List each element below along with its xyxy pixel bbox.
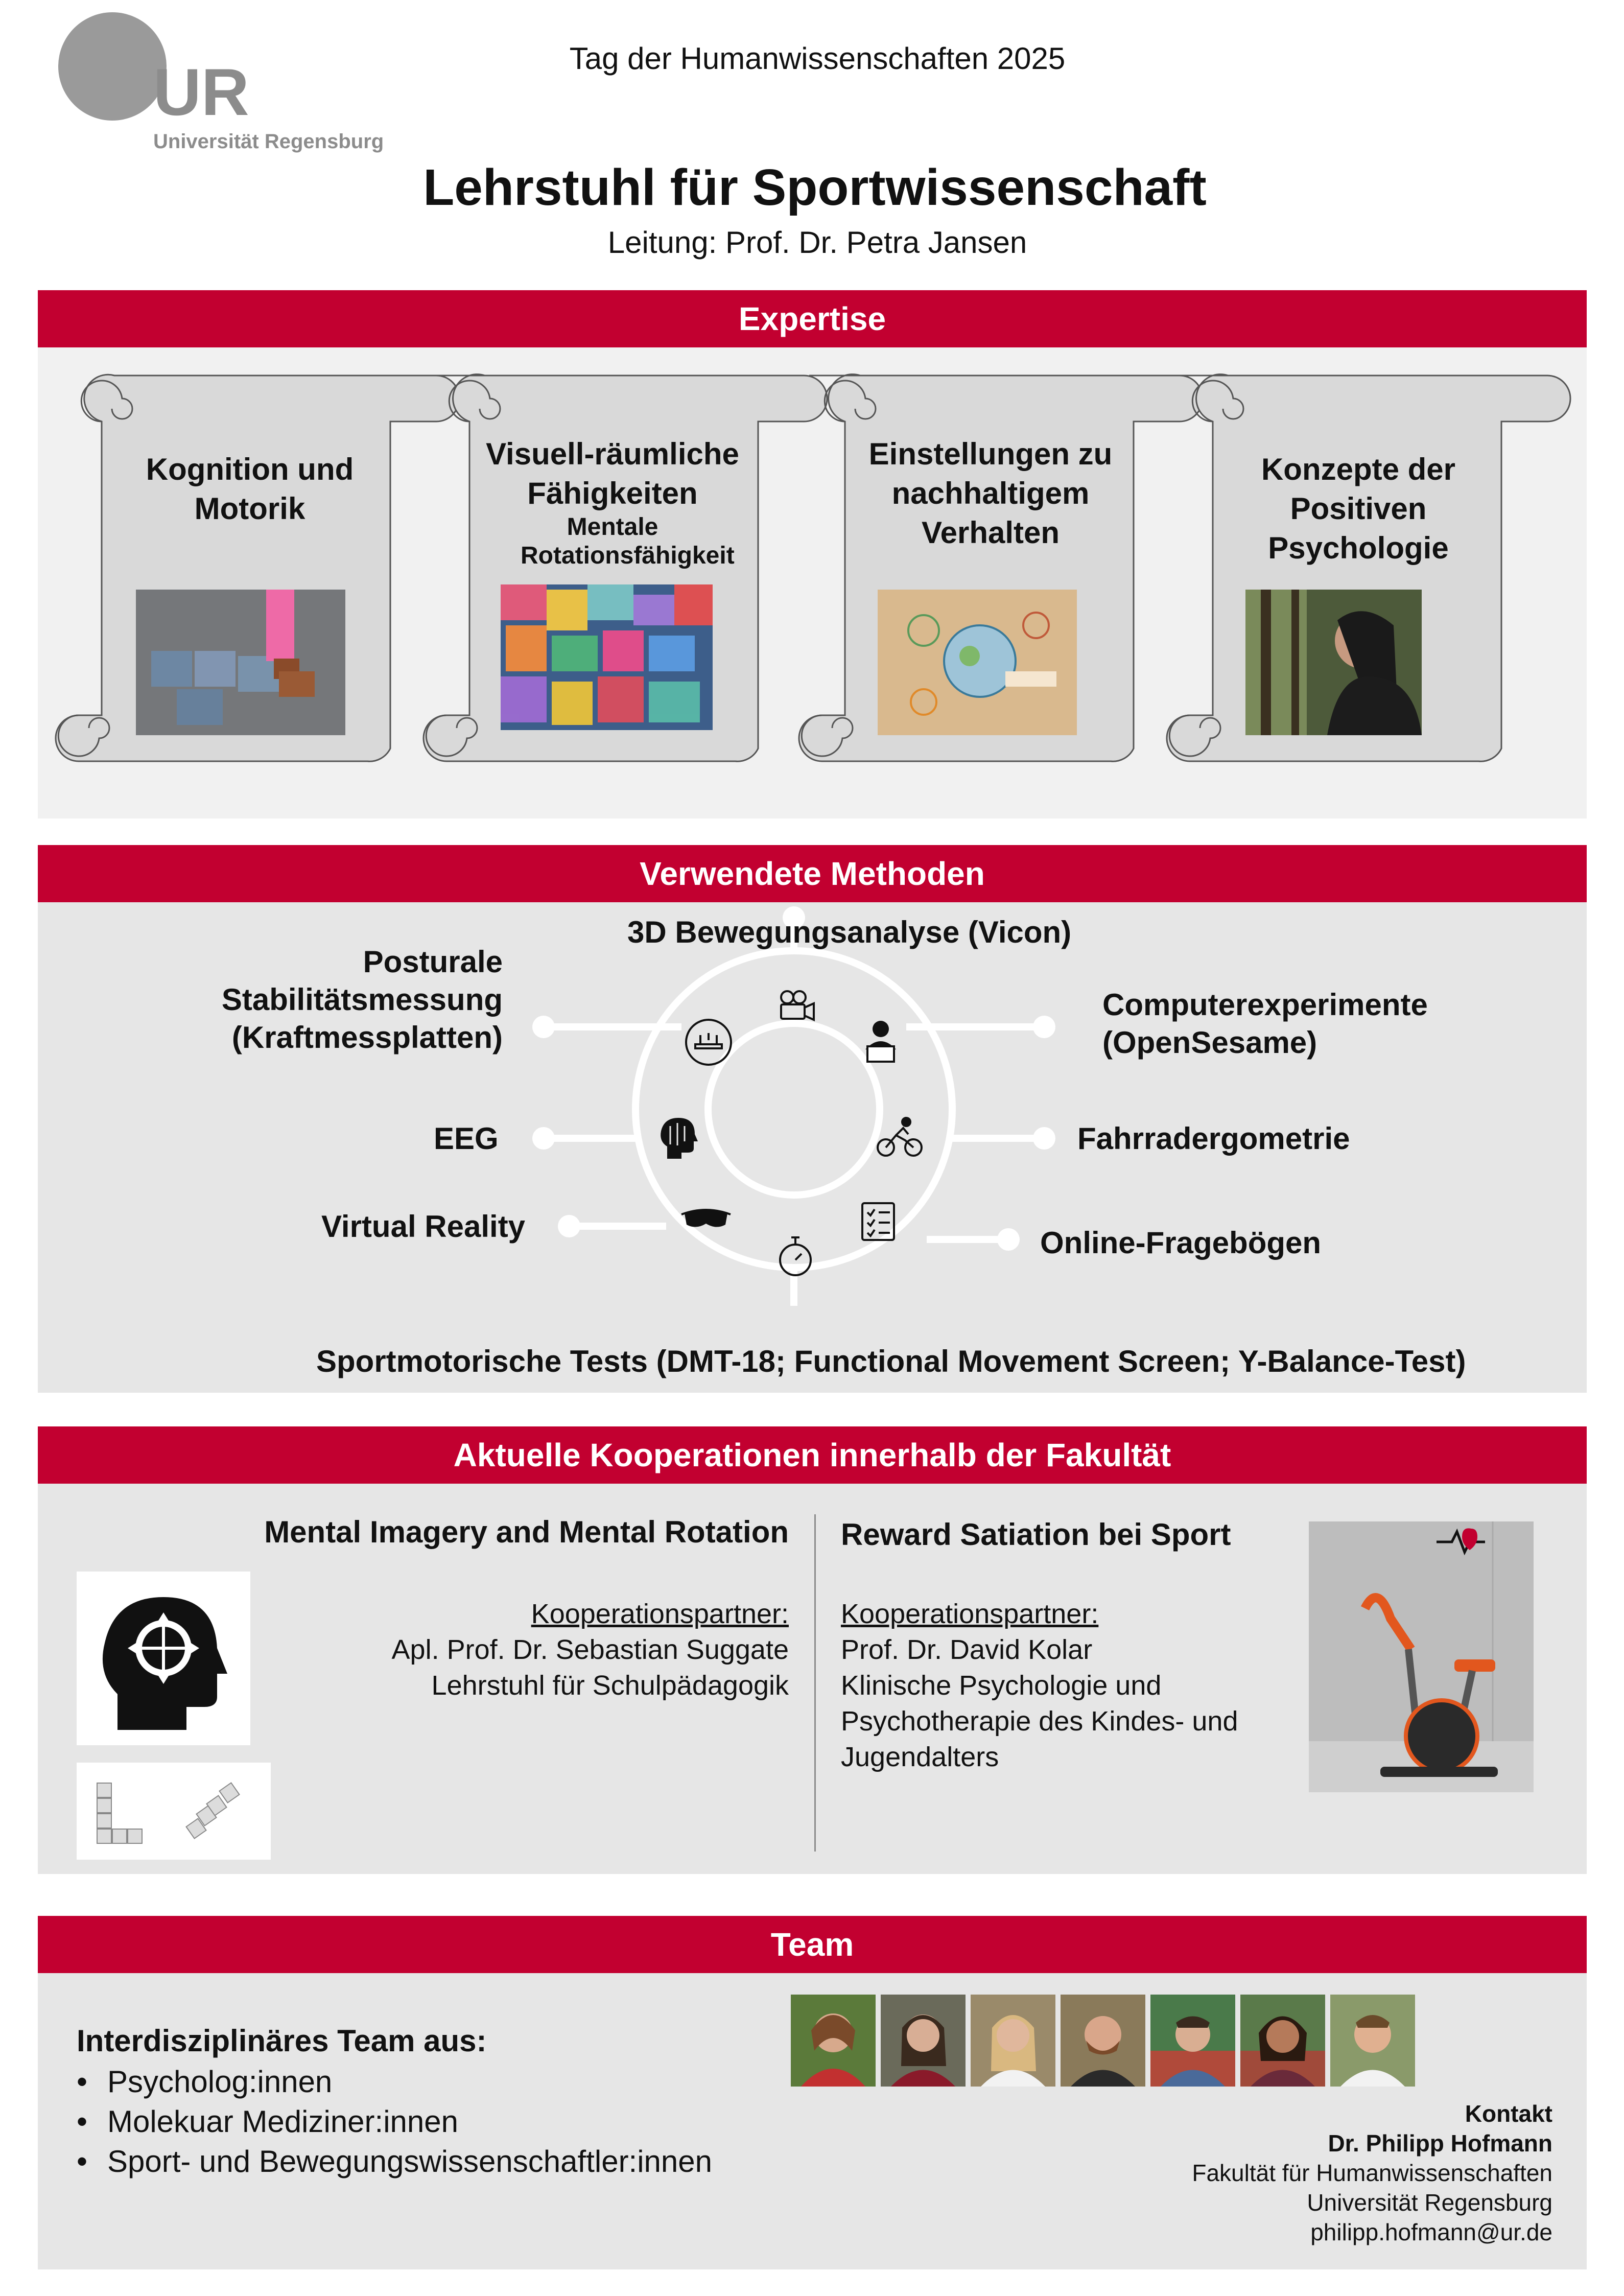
contact-email[interactable]: philipp.hofmann@ur.de xyxy=(1310,2219,1552,2245)
expertise-heading: Expertise xyxy=(38,290,1587,347)
method-posture: Posturale Stabilitätsmessung (Kraftmessplatten) xyxy=(221,945,503,1055)
team-intro: Interdisziplinäres Team aus: xyxy=(77,2024,487,2058)
team-photo xyxy=(1240,1995,1325,2087)
coop-right-partner-name: Prof. Dr. David Kolar xyxy=(841,1634,1093,1665)
logo-subtitle: Universität Regensburg xyxy=(153,130,384,153)
team-photo xyxy=(1150,1995,1235,2087)
method-vr: Virtual Reality xyxy=(321,1209,526,1244)
team-member-item: • Sport- und Bewegungswissenschaftler:innen xyxy=(77,2142,712,2182)
checklist-icon xyxy=(860,1201,896,1242)
expertise-item-3 xyxy=(853,434,1128,552)
hopscotch-photo xyxy=(136,590,345,735)
event-name: Tag der Humanwissenschaften 2025 xyxy=(569,41,1066,76)
methods-panel xyxy=(38,902,1587,1393)
method-vicon: 3D Bewegungsanalyse (Vicon) xyxy=(627,915,1072,949)
computer-user-icon xyxy=(860,1018,901,1064)
coop-left-partner xyxy=(293,1596,789,1703)
team-members-list xyxy=(77,2062,712,2182)
team-photo xyxy=(1330,1995,1415,2087)
team-photo xyxy=(881,1995,966,2087)
expertise-panel xyxy=(38,347,1587,818)
coop-left-title: Mental Imagery and Mental Rotation xyxy=(264,1515,789,1549)
team-member-item: • Psycholog:innen xyxy=(77,2062,712,2102)
page-title: Lehrstuhl für Sportwissenschaft xyxy=(423,159,1207,216)
camera-icon xyxy=(776,988,817,1024)
team-member-item: • Molekuar Mediziner:innen xyxy=(77,2102,712,2142)
meditation-photo xyxy=(1245,590,1422,735)
contact-faculty: Fakultät für Humanwissenschaften xyxy=(1192,2160,1552,2186)
team-photo xyxy=(791,1995,876,2087)
method-computer: Computerexperimente (OpenSesame) xyxy=(1102,988,1428,1060)
expertise-item-2 xyxy=(475,434,750,570)
cyclist-icon xyxy=(877,1116,923,1159)
methods-heading: Verwendete Methoden xyxy=(38,845,1587,902)
team-photo xyxy=(1061,1995,1145,2087)
coop-left-partner-unit: Lehrstuhl für Schulpädagogik xyxy=(431,1670,789,1701)
expertise-item-1 xyxy=(122,450,378,528)
coop-right-partner xyxy=(841,1596,1280,1775)
stopwatch-icon xyxy=(776,1234,815,1278)
team-photo xyxy=(971,1995,1055,2087)
coop-left-partner-name: Apl. Prof. Dr. Sebastian Suggate xyxy=(391,1634,789,1665)
contact-label: Kontakt xyxy=(1465,2100,1552,2127)
contact-name: Dr. Philipp Hofmann xyxy=(1328,2130,1552,2157)
coop-right-title: Reward Satiation bei Sport xyxy=(841,1517,1231,1552)
expertise-item-title: Konzepte der Positiven Psychologie xyxy=(1261,452,1456,565)
force-plate-icon xyxy=(684,1018,733,1067)
method-eeg: EEG xyxy=(434,1121,499,1156)
expertise-item-title: Kognition und Motorik xyxy=(146,452,354,526)
method-bike: Fahrradergometrie xyxy=(1077,1121,1350,1156)
cooperations-panel xyxy=(38,1484,1587,1874)
coop-right-partner-unit: Klinische Psychologie und Psychotherapie des Kindes- und Jugendalters xyxy=(841,1670,1238,1772)
mental-rotation-head-image xyxy=(77,1572,250,1745)
contact-university: Universität Regensburg xyxy=(1307,2189,1552,2216)
expertise-item-4 xyxy=(1220,450,1496,568)
page-subtitle: Leitung: Prof. Dr. Petra Jansen xyxy=(607,225,1027,260)
method-online: Online-Fragebögen xyxy=(1040,1226,1322,1260)
rotation-figures-image xyxy=(77,1763,271,1860)
coop-left-partner-label: Kooperationspartner: xyxy=(531,1599,789,1629)
cooperations-heading: Aktuelle Kooperationen innerhalb der Fakultät xyxy=(38,1426,1587,1484)
ergometer-photo xyxy=(1309,1521,1534,1792)
method-tests: Sportmotorische Tests (DMT-18; Functional Movement Screen; Y-Balance-Test) xyxy=(316,1344,1466,1378)
team-heading: Team xyxy=(38,1916,1587,1973)
expertise-item-title: Einstellungen zu nachhaltigem Verhalten xyxy=(868,437,1113,550)
contact-block xyxy=(1192,2099,1552,2247)
logo-letters: UR xyxy=(153,55,249,129)
sustainability-drawing-photo xyxy=(878,590,1077,735)
vr-headset-icon xyxy=(680,1206,732,1232)
brain-head-icon xyxy=(657,1116,698,1160)
scroll-shapes xyxy=(38,347,1587,818)
coop-right-partner-label: Kooperationspartner: xyxy=(841,1599,1099,1629)
coop-divider xyxy=(814,1514,816,1852)
expertise-item-title: Visuell-räumliche Fähigkeiten xyxy=(486,437,739,510)
expertise-item-sub: Mentale Rotationsfähigkeit xyxy=(521,513,735,569)
blocks-photo xyxy=(501,584,713,730)
